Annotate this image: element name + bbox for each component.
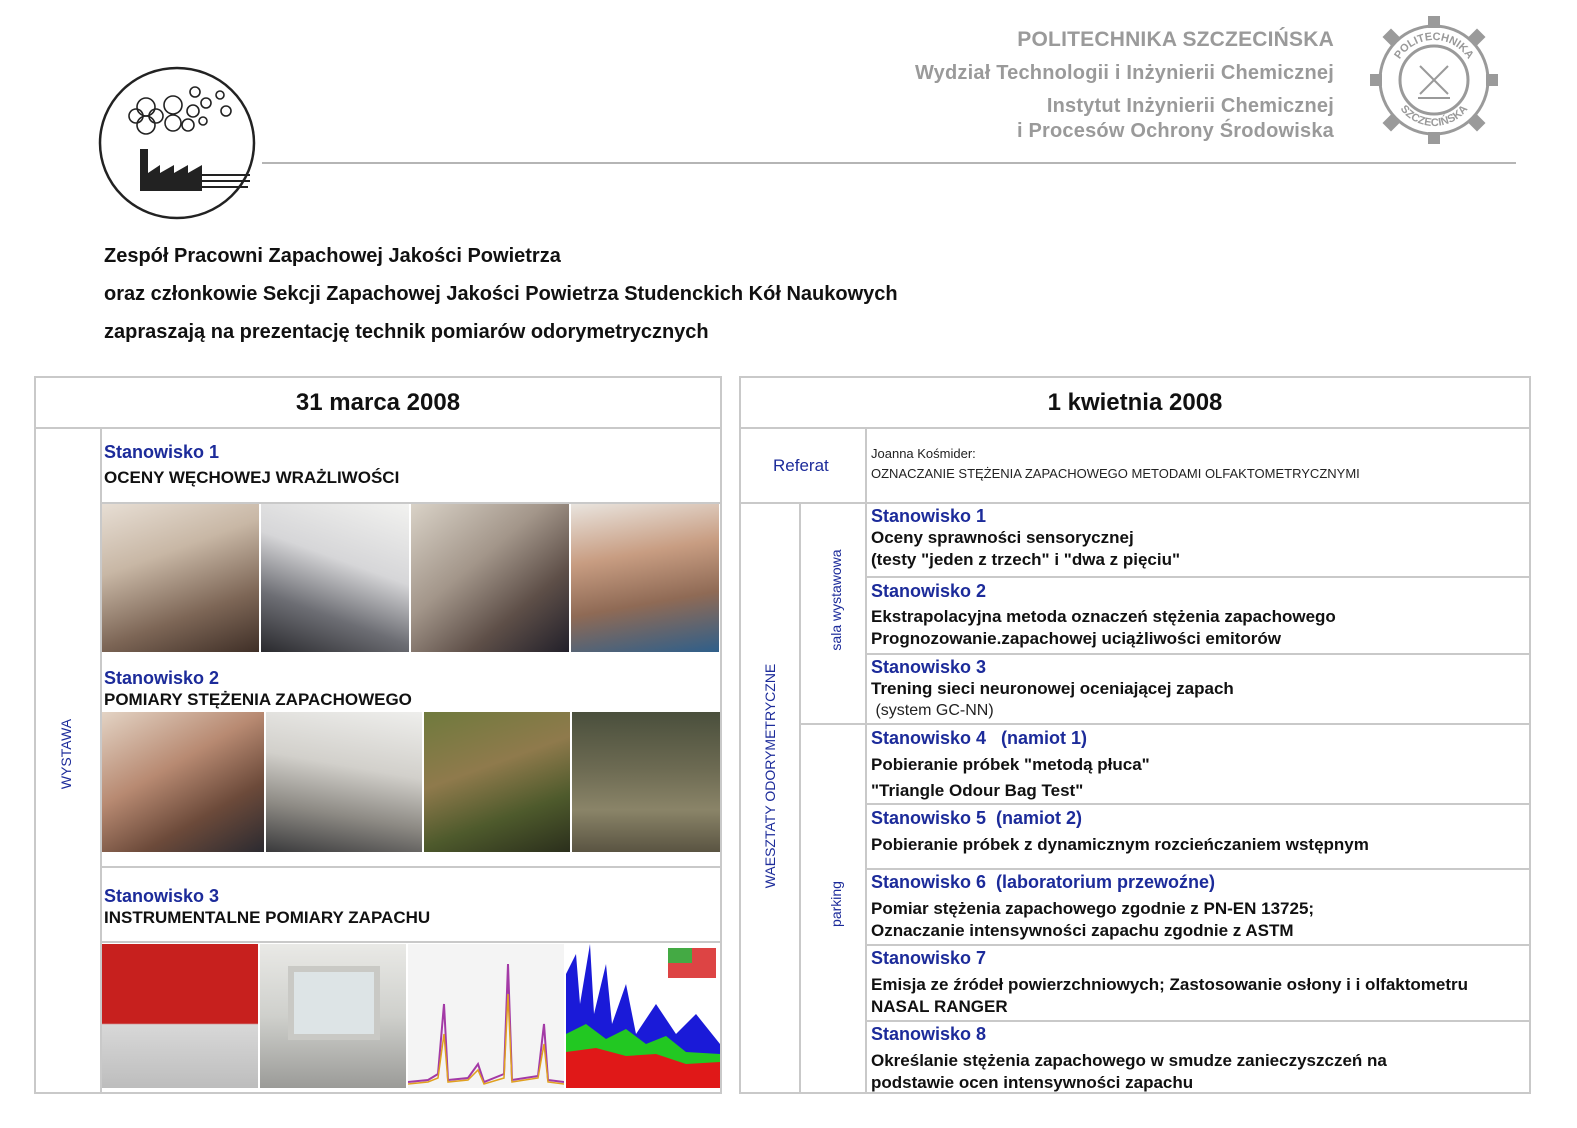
institute-line-1: Instytut Inżynierii Chemicznej	[1046, 95, 1334, 117]
seal-text-top: POLITECHNIKA	[1392, 30, 1476, 62]
divider	[865, 868, 1529, 870]
divider	[100, 866, 720, 868]
photo-smell-test-1	[102, 504, 259, 652]
day2-station-2-title: Stanowisko 2	[871, 581, 987, 601]
day2-station-6-line1: Pomiar stężenia zapachowego zgodnie z PN-EN 13725;	[871, 899, 1315, 918]
day2-panel	[739, 376, 1531, 1094]
referat-title: OZNACZANIE STĘŻENIA ZAPACHOWEGO METODAMI OLFAKTOMETRYCZNYMI	[871, 466, 1360, 481]
monitor-screen	[288, 966, 380, 1040]
day2-station-5-title: Stanowisko 5 (namiot 2)	[871, 808, 1083, 828]
day2-station-4-title: Stanowisko 4 (namiot 1)	[871, 728, 1088, 748]
intro-line-1: Zespół Pracowni Zapachowej Jakości Powietrza	[104, 245, 561, 267]
day2-station-8-line1: Określanie stężenia zapachowego w smudze zanieczyszczeń na	[871, 1051, 1387, 1070]
university-seal	[1368, 14, 1500, 146]
location-parking-label: parking	[828, 881, 844, 927]
divider	[100, 941, 720, 943]
referat-divider	[865, 427, 867, 503]
header-divider	[262, 162, 1516, 164]
photo-chromatogram-2	[566, 944, 720, 1088]
referat-author: Joanna Kośmider:	[871, 446, 976, 461]
seal-text-bottom: SZCZECIŃSKA	[1397, 103, 1471, 130]
photo-concentration-3	[424, 712, 570, 852]
day2-station-7-line2: NASAL RANGER	[871, 997, 1008, 1016]
day2-station-1-line1: Oceny sprawności sensorycznej	[871, 528, 1134, 547]
institute-line-2: i Procesów Ochrony Środowiska	[1016, 120, 1334, 142]
day2-date: 1 kwietnia 2008	[741, 378, 1529, 429]
lab-logo	[98, 65, 258, 223]
svg-text:SZCZECIŃSKA	[1398, 103, 1470, 129]
divider	[799, 504, 801, 1092]
intro-line-2: oraz członkowie Sekcji Zapachowej Jakości Powietrza Studenckich Kół Naukowych	[104, 283, 898, 305]
day2-station-3-line2: (system GC-NN)	[871, 702, 994, 719]
day2-station-3-line1: Trening sieci neuronowej oceniającej zapach	[871, 679, 1234, 698]
day2-station-2-line1: Ekstrapolacyjna metoda oznaczeń stężenia zapachowego	[871, 607, 1336, 626]
divider	[865, 803, 1529, 805]
divider	[865, 723, 1529, 725]
divider	[865, 944, 1529, 946]
divider	[799, 723, 867, 725]
divider	[865, 576, 1529, 578]
photo-chromatogram-1	[408, 944, 564, 1088]
day1-station-1-title: Stanowisko 1	[104, 442, 220, 462]
day2-station-1-title: Stanowisko 1	[871, 506, 987, 526]
divider	[865, 653, 1529, 655]
day1-panel	[34, 376, 722, 1094]
divider	[865, 1020, 1529, 1022]
photo-instrument-2	[260, 944, 406, 1088]
day1-station-1-subtitle: OCENY WĘCHOWEJ WRAŻLIWOŚCI	[104, 468, 400, 487]
day2-station-3-title: Stanowisko 3	[871, 657, 987, 677]
day2-station-8-line2: podstawie ocen intensywności zapachu	[871, 1073, 1194, 1092]
day1-station-2-subtitle: POMIARY STĘŻENIA ZAPACHOWEGO	[104, 690, 412, 709]
photo-smell-test-2	[261, 504, 409, 652]
referat-label: Referat	[773, 456, 829, 475]
day2-station-5-line1: Pobieranie próbek z dynamicznym rozcieńczaniem wstępnym	[871, 835, 1369, 854]
photo-concentration-2	[266, 712, 422, 852]
day2-station-4-line2: "Triangle Odour Bag Test"	[871, 781, 1084, 800]
day2-station-4-line1: Pobieranie próbek "metodą płuca"	[871, 755, 1150, 774]
photo-concentration-1	[102, 712, 264, 852]
location-hall-label: sala wystawowa	[828, 549, 844, 651]
photo-concentration-4	[572, 712, 720, 852]
photo-instrument-1	[102, 944, 258, 1088]
photo-smell-test-3	[411, 504, 569, 652]
photo-smell-test-4	[571, 504, 719, 652]
day2-station-2-line2: Prognozowanie.zapachowej uciążliwości emitorów	[871, 629, 1281, 648]
day2-station-6-title: Stanowisko 6 (laboratorium przewoźne)	[871, 872, 1216, 892]
day2-station-8-title: Stanowisko 8	[871, 1024, 987, 1044]
day2-station-7-line1: Emisja ze źródeł powierzchniowych; Zastosowanie osłony i i olfaktometru	[871, 975, 1469, 994]
divider	[865, 504, 867, 1092]
intro-line-3: zapraszają na prezentację technik pomiarów odorymetrycznych	[104, 321, 709, 343]
university-name: POLITECHNIKA SZCZECIŃSKA	[1017, 28, 1334, 51]
day1-station-2-title: Stanowisko 2	[104, 668, 220, 688]
workshops-label: WAESZTATY ODORYMETRYCZNE	[762, 663, 778, 889]
day1-station-3-subtitle: INSTRUMENTALNE POMIARY ZAPACHU	[104, 908, 431, 927]
day1-station-3-title: Stanowisko 3	[104, 886, 220, 906]
day2-station-7-title: Stanowisko 7	[871, 948, 987, 968]
divider	[741, 502, 1529, 504]
day2-station-1-line2: (testy "jeden z trzech" i "dwa z pięciu"	[871, 550, 1181, 569]
exhibition-label: WYSTAWA	[58, 718, 74, 790]
faculty-name: Wydział Technologii i Inżynierii Chemicznej	[914, 62, 1334, 84]
day1-date: 31 marca 2008	[36, 378, 720, 429]
day2-station-6-line2: Oznaczanie intensywności zapachu zgodnie z ASTM	[871, 921, 1294, 940]
